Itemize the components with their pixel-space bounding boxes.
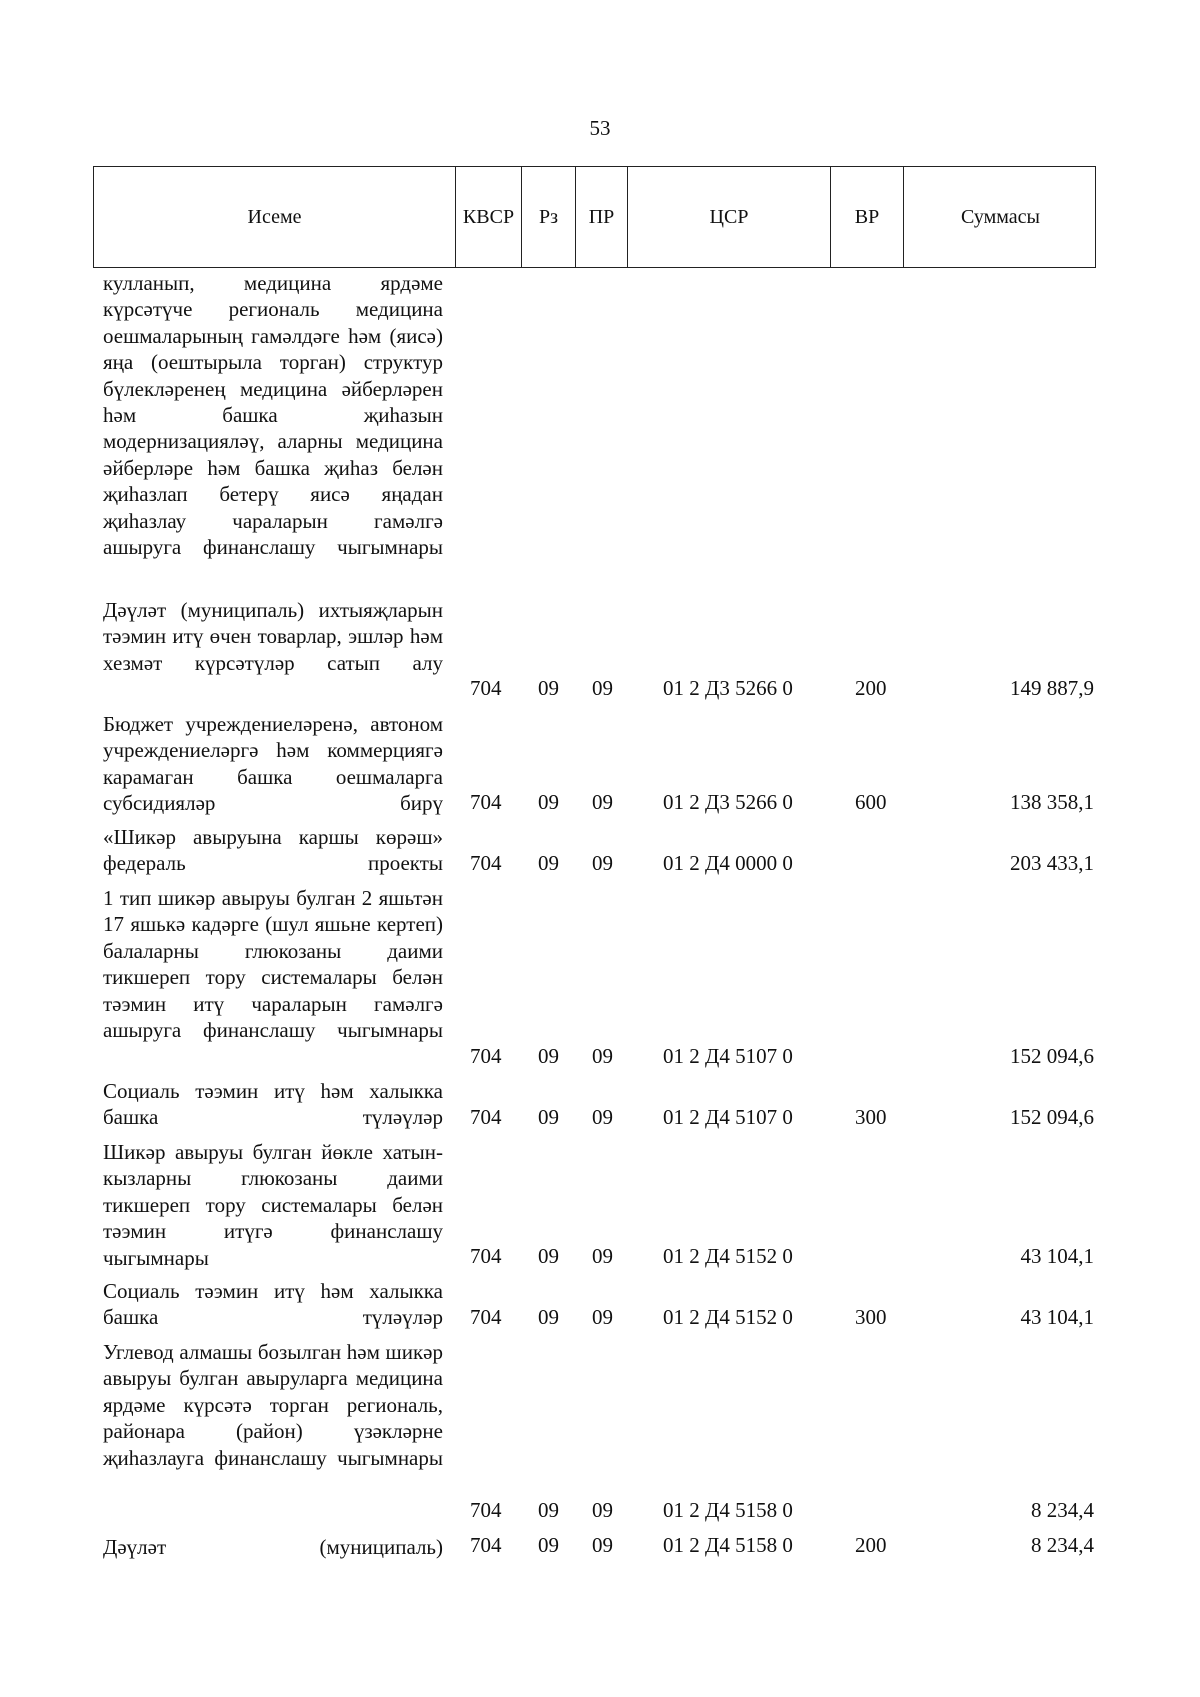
cell-rz: 09 bbox=[538, 1105, 559, 1129]
cell-kvsr: 704 bbox=[470, 1305, 502, 1329]
page-number: 53 bbox=[589, 116, 611, 140]
cell-rz: 09 bbox=[538, 790, 559, 814]
cell-kvsr: 704 bbox=[470, 676, 502, 700]
cell-csr: 01 2 Д4 5158 0 bbox=[663, 1498, 793, 1522]
cell-rz: 09 bbox=[538, 1498, 559, 1522]
cell-pr: 09 bbox=[592, 1105, 613, 1129]
cell-pr: 09 bbox=[592, 851, 613, 875]
cell-rz: 09 bbox=[538, 851, 559, 875]
cell-csr: 01 2 Д4 5107 0 bbox=[663, 1044, 793, 1068]
cell-rz: 09 bbox=[538, 1244, 559, 1268]
cell-sum: 152 094,6 bbox=[1010, 1105, 1094, 1129]
header-pr: ПР bbox=[576, 167, 628, 267]
table-row-name: «Шикәр авыруына каршы көрәш» федераль проекты bbox=[103, 825, 443, 876]
cell-rz: 09 bbox=[538, 1533, 559, 1557]
cell-csr: 01 2 Д4 5152 0 bbox=[663, 1244, 793, 1268]
cell-kvsr: 704 bbox=[470, 851, 502, 875]
header-sum: Суммасы bbox=[961, 205, 1040, 228]
cell-pr: 09 bbox=[592, 1305, 613, 1329]
cell-csr: 01 2 Д4 0000 0 bbox=[663, 851, 793, 875]
cell-pr: 09 bbox=[592, 676, 613, 700]
table-row-name: Углевод алмашы бозылган һәм шикәр авыруы булган авыруларга медицина ярдәме күрсәтә торган региональ, районара (район) үзәкләрне җиһазлауга финанслашу чыгымнары bbox=[103, 1340, 443, 1470]
table-row-name: Бюджет учреждениеләренә, автоном учреждениеләргә һәм коммерциягә карамаган башка оешмаларга субсидияләр бирү bbox=[103, 712, 443, 816]
cell-sum: 152 094,6 bbox=[1010, 1044, 1094, 1068]
header-kvsr: КВСР bbox=[456, 167, 522, 267]
cell-kvsr: 704 bbox=[470, 1533, 502, 1557]
cell-sum: 43 104,1 bbox=[1020, 1305, 1094, 1329]
cell-pr: 09 bbox=[592, 1498, 613, 1522]
cell-csr: 01 2 Д4 5107 0 bbox=[663, 1105, 793, 1129]
header-vr: ВР bbox=[831, 167, 904, 267]
table-header bbox=[93, 166, 1096, 268]
cell-vr: 600 bbox=[855, 790, 887, 814]
table-row-name: Социаль тәэмин итү һәм халыкка башка түләүләр bbox=[103, 1279, 443, 1330]
cell-sum: 138 358,1 bbox=[1010, 790, 1094, 814]
cell-vr: 300 bbox=[855, 1105, 887, 1129]
header-csr: ЦСР bbox=[628, 167, 831, 267]
cell-rz: 09 bbox=[538, 1305, 559, 1329]
cell-kvsr: 704 bbox=[470, 1105, 502, 1129]
table-row-name: Шикәр авыруы булган йөкле хатын-кызларны глюкозаны даими тикшереп тору системалары белән тәэмин итүгә финанслашу чыгымнары bbox=[103, 1140, 443, 1270]
cell-pr: 09 bbox=[592, 1244, 613, 1268]
cell-csr: 01 2 Д4 5152 0 bbox=[663, 1305, 793, 1329]
cell-csr: 01 2 Д3 5266 0 bbox=[663, 790, 793, 814]
cell-csr: 01 2 Д4 5158 0 bbox=[663, 1533, 793, 1557]
table-row-name: кулланып, медицина ярдәме күрсәтүче региональ медицина оешмаларының гамәлдәге һәм (яисә) яңа (оештырыла торган) структур бүлекләренең медицина әйберләрен һәм башка җиһазын модернизацияләү, аларны медицина әйберләре һәм башка җиһаз белән җиһазлап бетерү яисә яңадан җиһазлау чараларын гамәлгә ашыруга финанслашу чыгымнары bbox=[103, 271, 443, 560]
cell-sum: 8 234,4 bbox=[1031, 1533, 1094, 1557]
cell-sum: 43 104,1 bbox=[1020, 1244, 1094, 1268]
cell-vr: 300 bbox=[855, 1305, 887, 1329]
table-row-name: Дәүләт (муниципаль) ихтыяҗларын тәэмин итү өчен товарлар, эшләр һәм хезмәт күрсәтүләр сатып алу bbox=[103, 598, 443, 675]
header-name: Исеме bbox=[94, 167, 456, 267]
cell-pr: 09 bbox=[592, 790, 613, 814]
cell-sum: 149 887,9 bbox=[1010, 676, 1094, 700]
cell-vr: 200 bbox=[855, 1533, 887, 1557]
cell-sum: 8 234,4 bbox=[1031, 1498, 1094, 1522]
table-row-name: Социаль тәэмин итү һәм халыкка башка түләүләр bbox=[103, 1079, 443, 1130]
cell-kvsr: 704 bbox=[470, 1244, 502, 1268]
cell-kvsr: 704 bbox=[470, 790, 502, 814]
table-row-name: 1 тип шикәр авыруы булган 2 яшьтән 17 яшькә кадәрге (шул яшьне кертеп) балаларны глюкозаны даими тикшереп тору системалары белән тәэмин итү чараларын гамәлгә ашыруга финанслашу чыгымнары bbox=[103, 886, 443, 1043]
cell-vr: 200 bbox=[855, 676, 887, 700]
cell-kvsr: 704 bbox=[470, 1044, 502, 1068]
cell-csr: 01 2 Д3 5266 0 bbox=[663, 676, 793, 700]
header-rz: Рз bbox=[522, 167, 576, 267]
cell-kvsr: 704 bbox=[470, 1498, 502, 1522]
table-row-name: Дәүләт (муниципаль) bbox=[103, 1535, 443, 1559]
cell-rz: 09 bbox=[538, 676, 559, 700]
cell-pr: 09 bbox=[592, 1533, 613, 1557]
cell-rz: 09 bbox=[538, 1044, 559, 1068]
cell-pr: 09 bbox=[592, 1044, 613, 1068]
cell-sum: 203 433,1 bbox=[1010, 851, 1094, 875]
